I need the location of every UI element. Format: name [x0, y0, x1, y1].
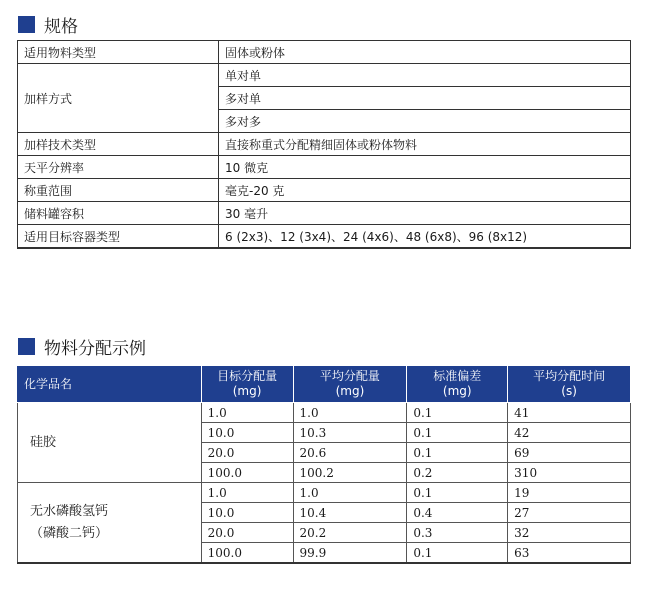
table-cell: 1.0: [293, 403, 407, 423]
heading-square-icon: [18, 16, 35, 33]
distribution-table: [17, 365, 631, 564]
dist-section-title: 物料分配示例: [44, 339, 146, 359]
chemical-name: 无水磷酸氢钙: [30, 503, 109, 519]
spec-section-heading: [18, 12, 78, 37]
column-header: 化学品名: [18, 366, 202, 403]
table-cell: 32: [508, 523, 631, 543]
table-cell: 0.3: [407, 523, 508, 543]
spec-label: 适用目标容器类型: [18, 225, 219, 249]
table-cell: 0.1: [407, 443, 508, 463]
spec-value: 直接称重式分配精细固体或粉体物料: [219, 133, 631, 156]
table-cell: 19: [508, 483, 631, 503]
table-row: [18, 225, 631, 249]
table-cell: 100.2: [293, 463, 407, 483]
table-row: [18, 202, 631, 225]
table-cell: 0.1: [407, 543, 508, 564]
spec-value: 毫克-20 克: [219, 179, 631, 202]
table-cell: 0.2: [407, 463, 508, 483]
spec-section-title: 规格: [44, 17, 78, 37]
table-cell: 69: [508, 443, 631, 463]
table-cell: 0.1: [407, 423, 508, 443]
table-cell: 10.0: [201, 423, 293, 443]
table-cell: 20.0: [201, 523, 293, 543]
column-header: 平均分配时间 (s): [508, 366, 631, 403]
table-row: [18, 156, 631, 179]
table-cell: 42: [508, 423, 631, 443]
table-cell: 0.4: [407, 503, 508, 523]
dist-section-heading: [18, 334, 146, 359]
chemical-name: 硅胶: [30, 434, 57, 450]
table-row: [18, 133, 631, 156]
table-cell: 99.9: [293, 543, 407, 564]
table-cell: 10.3: [293, 423, 407, 443]
spec-value: 多对多: [219, 110, 631, 133]
table-cell: 10.0: [201, 503, 293, 523]
chemical-name-cell: [18, 483, 202, 564]
table-cell: 100.0: [201, 543, 293, 564]
table-cell: 100.0: [201, 463, 293, 483]
table-cell: 63: [508, 543, 631, 564]
spec-label: 称重范围: [18, 179, 219, 202]
spec-value: 多对单: [219, 87, 631, 110]
spec-label: 适用物料类型: [18, 41, 219, 64]
table-cell: 20.2: [293, 523, 407, 543]
spec-value: 单对单: [219, 64, 631, 87]
table-row: [18, 64, 631, 87]
table-cell: 1.0: [293, 483, 407, 503]
spec-label: 加样方式: [18, 64, 219, 133]
spec-label: 加样技术类型: [18, 133, 219, 156]
spec-label: 天平分辨率: [18, 156, 219, 179]
table-cell: 27: [508, 503, 631, 523]
table-row: [18, 179, 631, 202]
table-cell: 1.0: [201, 483, 293, 503]
spec-value: 10 微克: [219, 156, 631, 179]
spec-value: 30 毫升: [219, 202, 631, 225]
table-cell: 10.4: [293, 503, 407, 523]
heading-square-icon: [18, 338, 35, 355]
spec-value: 6 (2x3)、12 (3x4)、24 (4x6)、48 (6x8)、96 (8x12): [219, 225, 631, 249]
table-cell: 0.1: [407, 483, 508, 503]
table-cell: 1.0: [201, 403, 293, 423]
table-row: [18, 41, 631, 64]
column-header: 平均分配量 (mg): [293, 366, 407, 403]
table-header-row: [18, 366, 631, 403]
chemical-name-cell: [18, 403, 202, 483]
table-cell: 41: [508, 403, 631, 423]
spec-label: 储料罐容积: [18, 202, 219, 225]
table-cell: 20.6: [293, 443, 407, 463]
spec-table: [17, 40, 631, 249]
column-header: 标准偏差 (mg): [407, 366, 508, 403]
table-cell: 310: [508, 463, 631, 483]
table-row: [18, 483, 631, 503]
column-header: 目标分配量 (mg): [201, 366, 293, 403]
table-row: [18, 403, 631, 423]
table-cell: 0.1: [407, 403, 508, 423]
table-cell: 20.0: [201, 443, 293, 463]
chemical-alias: （磷酸二钙）: [30, 525, 109, 541]
spec-value: 固体或粉体: [219, 41, 631, 64]
